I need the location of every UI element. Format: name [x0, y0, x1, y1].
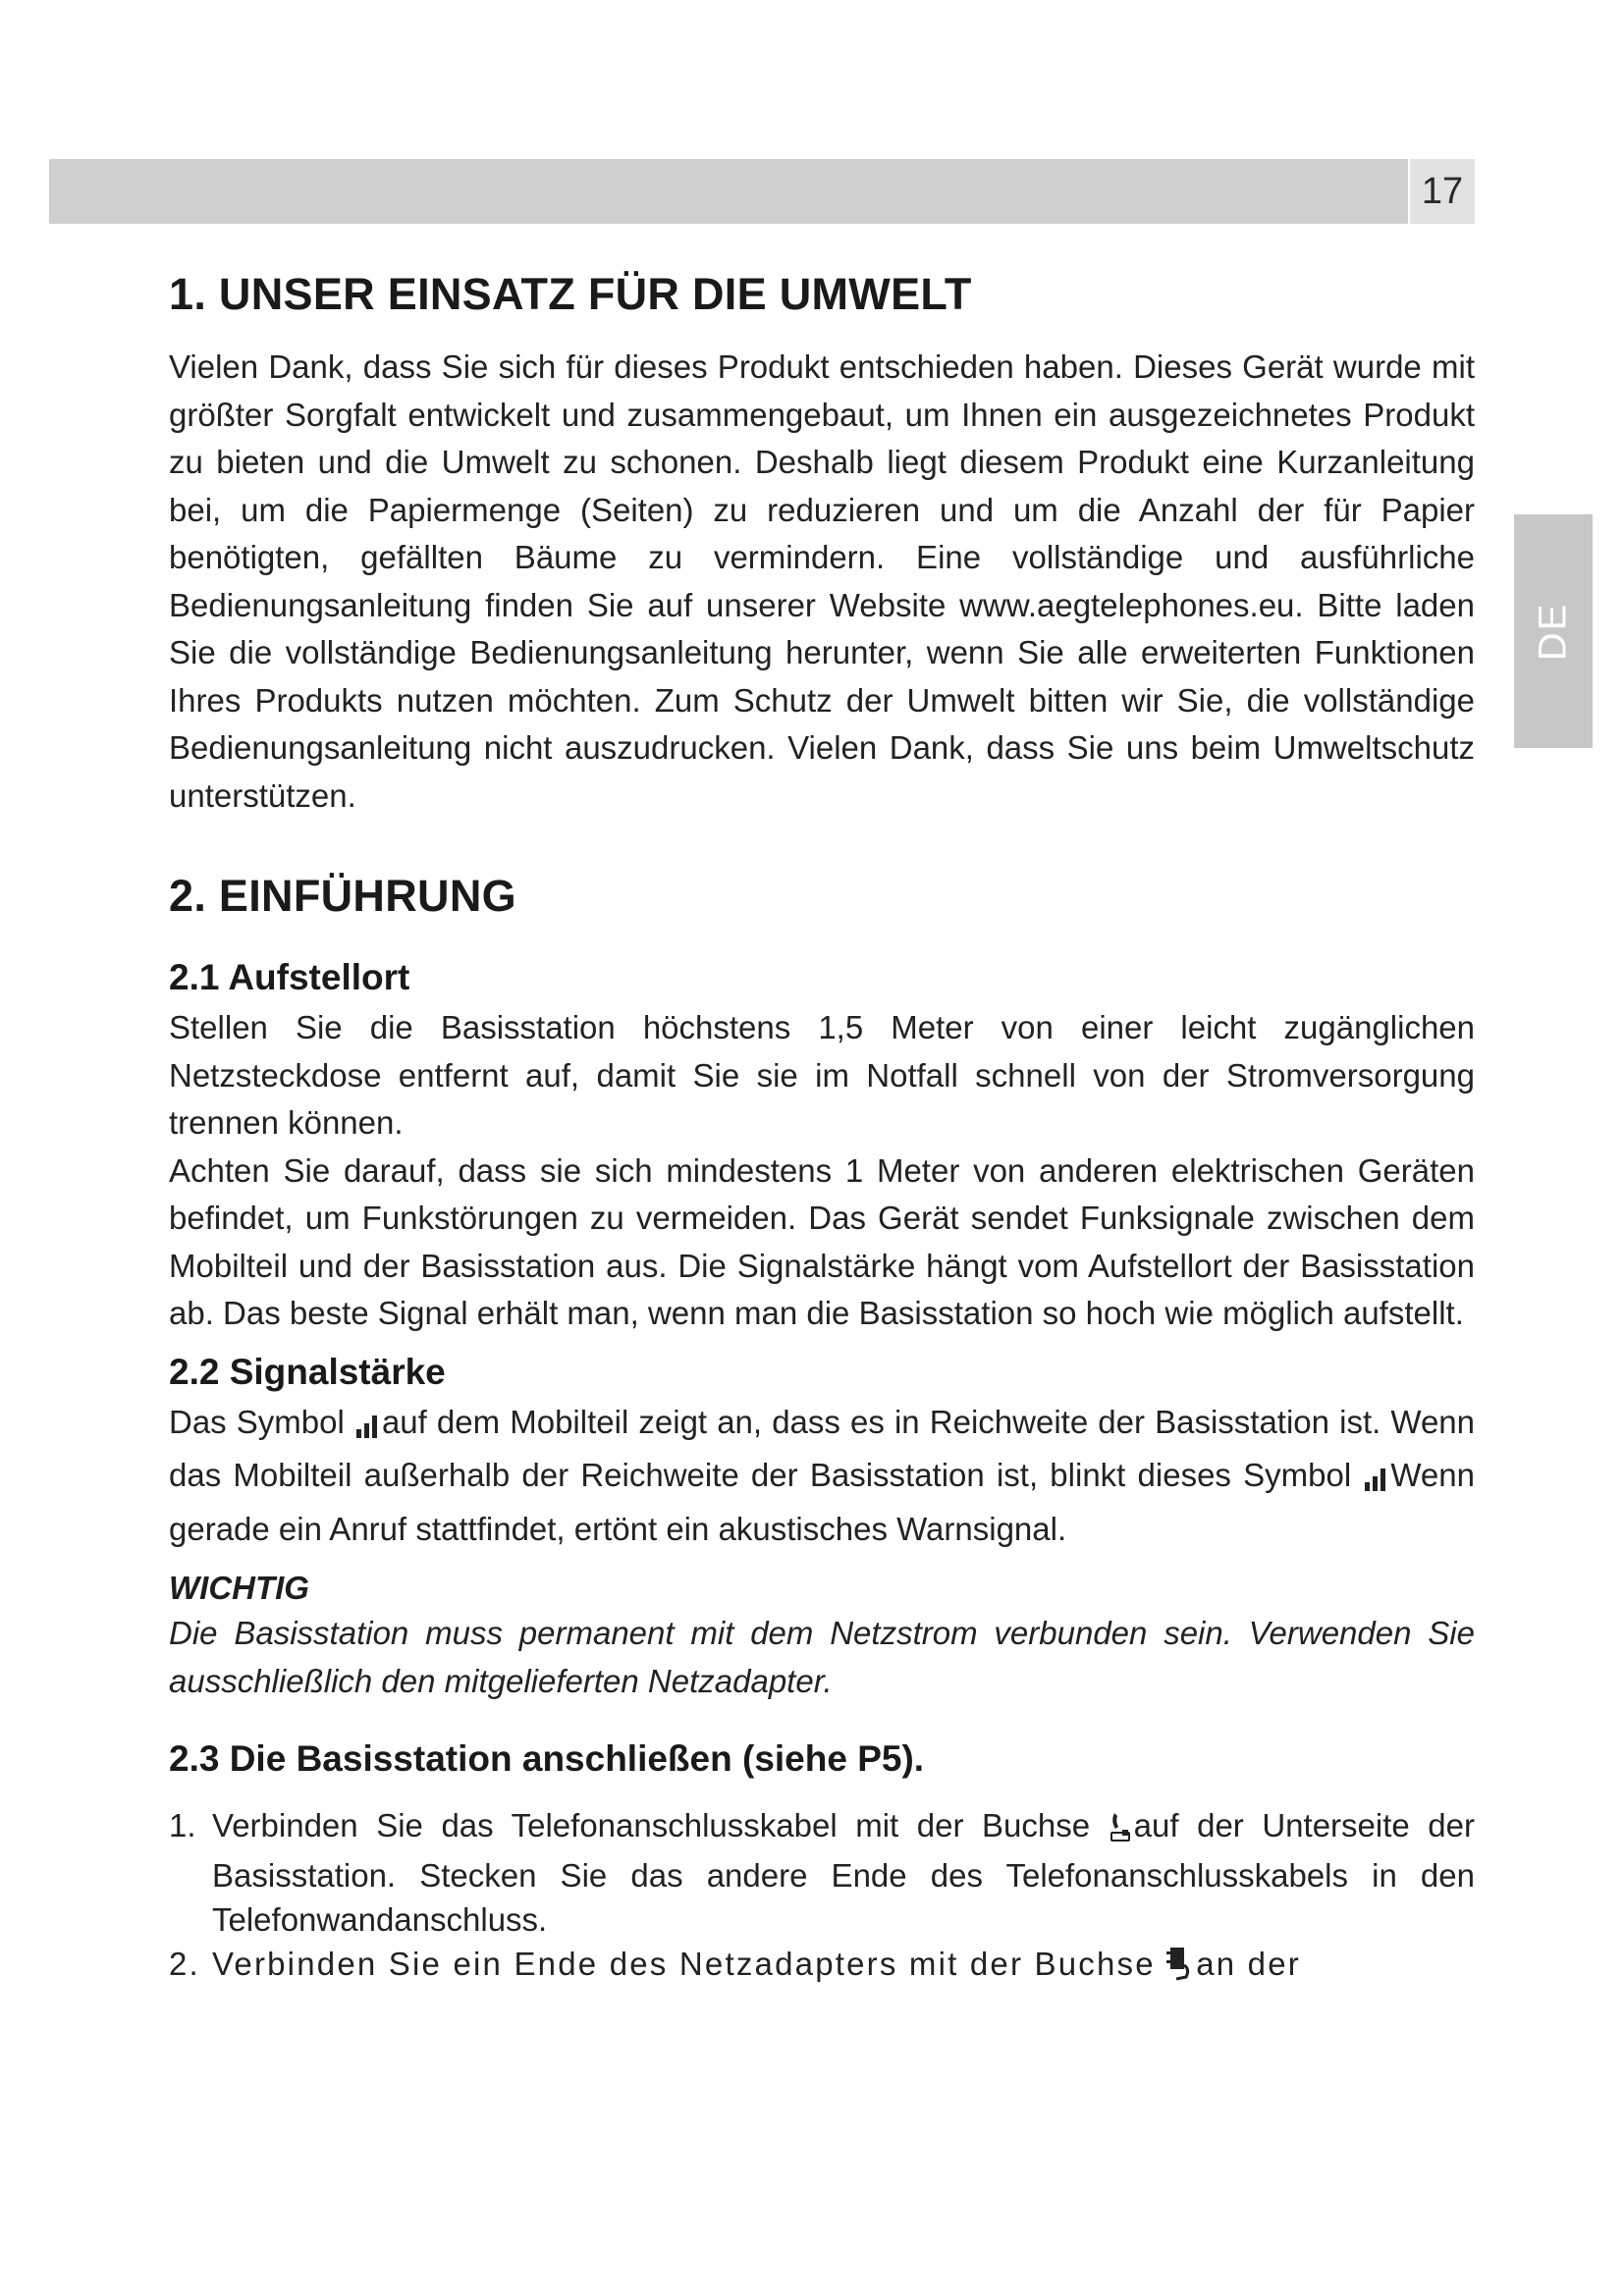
power-adapter-icon	[1166, 1942, 1196, 1992]
subsection-2-1-paragraph-1: Stellen Sie die Basisstation höchstens 1,5 Meter von einer leicht zugänglichen Netzsteckdose entfernt auf, damit Sie sie im Notfall schnell von der Stromversorgung trennen können.	[169, 1009, 1475, 1141]
important-text: Die Basisstation muss permanent mit dem Netzstrom verbunden sein. Verwenden Sie ausschließlich den mitgelieferten Netzadapter.	[169, 1615, 1475, 1699]
step-number: 2.	[169, 1946, 200, 1982]
list-item	[169, 1942, 1475, 1992]
signal-strength-icon	[354, 1405, 382, 1453]
subsection-2-2-title: 2.2 Signalstärke	[169, 1351, 446, 1392]
signal-text-a: Das Symbol	[169, 1403, 354, 1440]
step-text-a: Verbinden Sie ein Ende des Netzadapters mit der Buchse	[212, 1946, 1167, 1982]
language-tab	[1514, 514, 1593, 748]
list-item	[169, 1803, 1475, 1942]
signal-text-c: Wenn gerade ein Anruf stattfindet, ertönt ein akustisches Warnsignal.	[169, 1457, 1475, 1547]
subsection-2-3-title: 2.3 Die Basisstation anschließen (siehe P5).	[169, 1738, 925, 1779]
step-text-b: an der	[1196, 1946, 1301, 1982]
page-number	[1410, 159, 1475, 224]
section-1-title: 1. UNSER EINSATZ FÜR DIE UMWELT	[169, 269, 972, 319]
page-number-text: 17	[1421, 170, 1464, 212]
section-1-paragraph: Vielen Dank, dass Sie sich für dieses Produkt entschieden haben. Dieses Gerät wurde mit größter Sorgfalt entwickelt und zusammengebaut, um Ihnen ein ausgezeichnetes Produkt zu bieten und die Umwelt zu schonen. Deshalb liegt diesem Produkt eine Kurzanleitung bei, um die Papiermenge (Seiten) zu reduzieren und um die Anzahl der für Papier benötigten, gefällten Bäume zu vermindern. Eine vollständige und ausführliche Bedienungsanleitung finden Sie auf unserer Website www.aegtelephones.eu. Bitte laden Sie die vollständige Bedienungsanleitung herunter, wenn Sie alle erweiterten Funktionen Ihres Produkts nutzen möchten. Zum Schutz der Umwelt bitten wir Sie, die vollständige Bedienungsanleitung nicht auszudrucken. Vielen Dank, dass Sie uns beim Umweltschutz unterstützen.	[169, 348, 1475, 814]
important-label: WICHTIG	[169, 1570, 309, 1606]
phone-jack-icon	[1109, 1809, 1134, 1853]
subsection-2-1-paragraph-2: Achten Sie darauf, dass sie sich mindestens 1 Meter von anderen elektrischen Geräten befindet, um Funkstörungen zu vermeiden. Das Gerät sendet Funksignale zwischen dem Mobilteil und der Basisstation aus. Die Signalstärke hängt vom Aufstellort der Basisstation ab. Das beste Signal erhält man, wenn man die Basisstation so hoch wie möglich aufstellt.	[169, 1151, 1475, 1331]
step-text-a: Verbinden Sie das Telefonanschlusskabel mit der Buchse	[212, 1807, 1109, 1843]
section-2-title: 2. EINFÜHRUNG	[169, 871, 516, 921]
step-number: 1.	[169, 1807, 196, 1843]
subsection-2-1-title: 2.1 Aufstellort	[169, 957, 410, 997]
page-content	[169, 257, 1475, 1992]
signal-strength-icon	[1363, 1458, 1390, 1506]
step-text-b: auf der Unterseite der Basisstation. Stecken Sie das andere Ende des Telefonanschlusskabels in den Telefonwandanschluss.	[212, 1807, 1475, 1938]
language-tab-label: DE	[1531, 602, 1575, 661]
signal-text-b: auf dem Mobilteil zeigt an, dass es in Reichweite der Basisstation ist. Wenn das Mobilteil außerhalb der Reichweite der Basisstation ist, blinkt dieses Symbol	[169, 1403, 1476, 1493]
header-bar	[49, 159, 1408, 224]
connection-steps	[169, 1803, 1475, 1992]
subsection-2-2-paragraph	[169, 1399, 1475, 1554]
